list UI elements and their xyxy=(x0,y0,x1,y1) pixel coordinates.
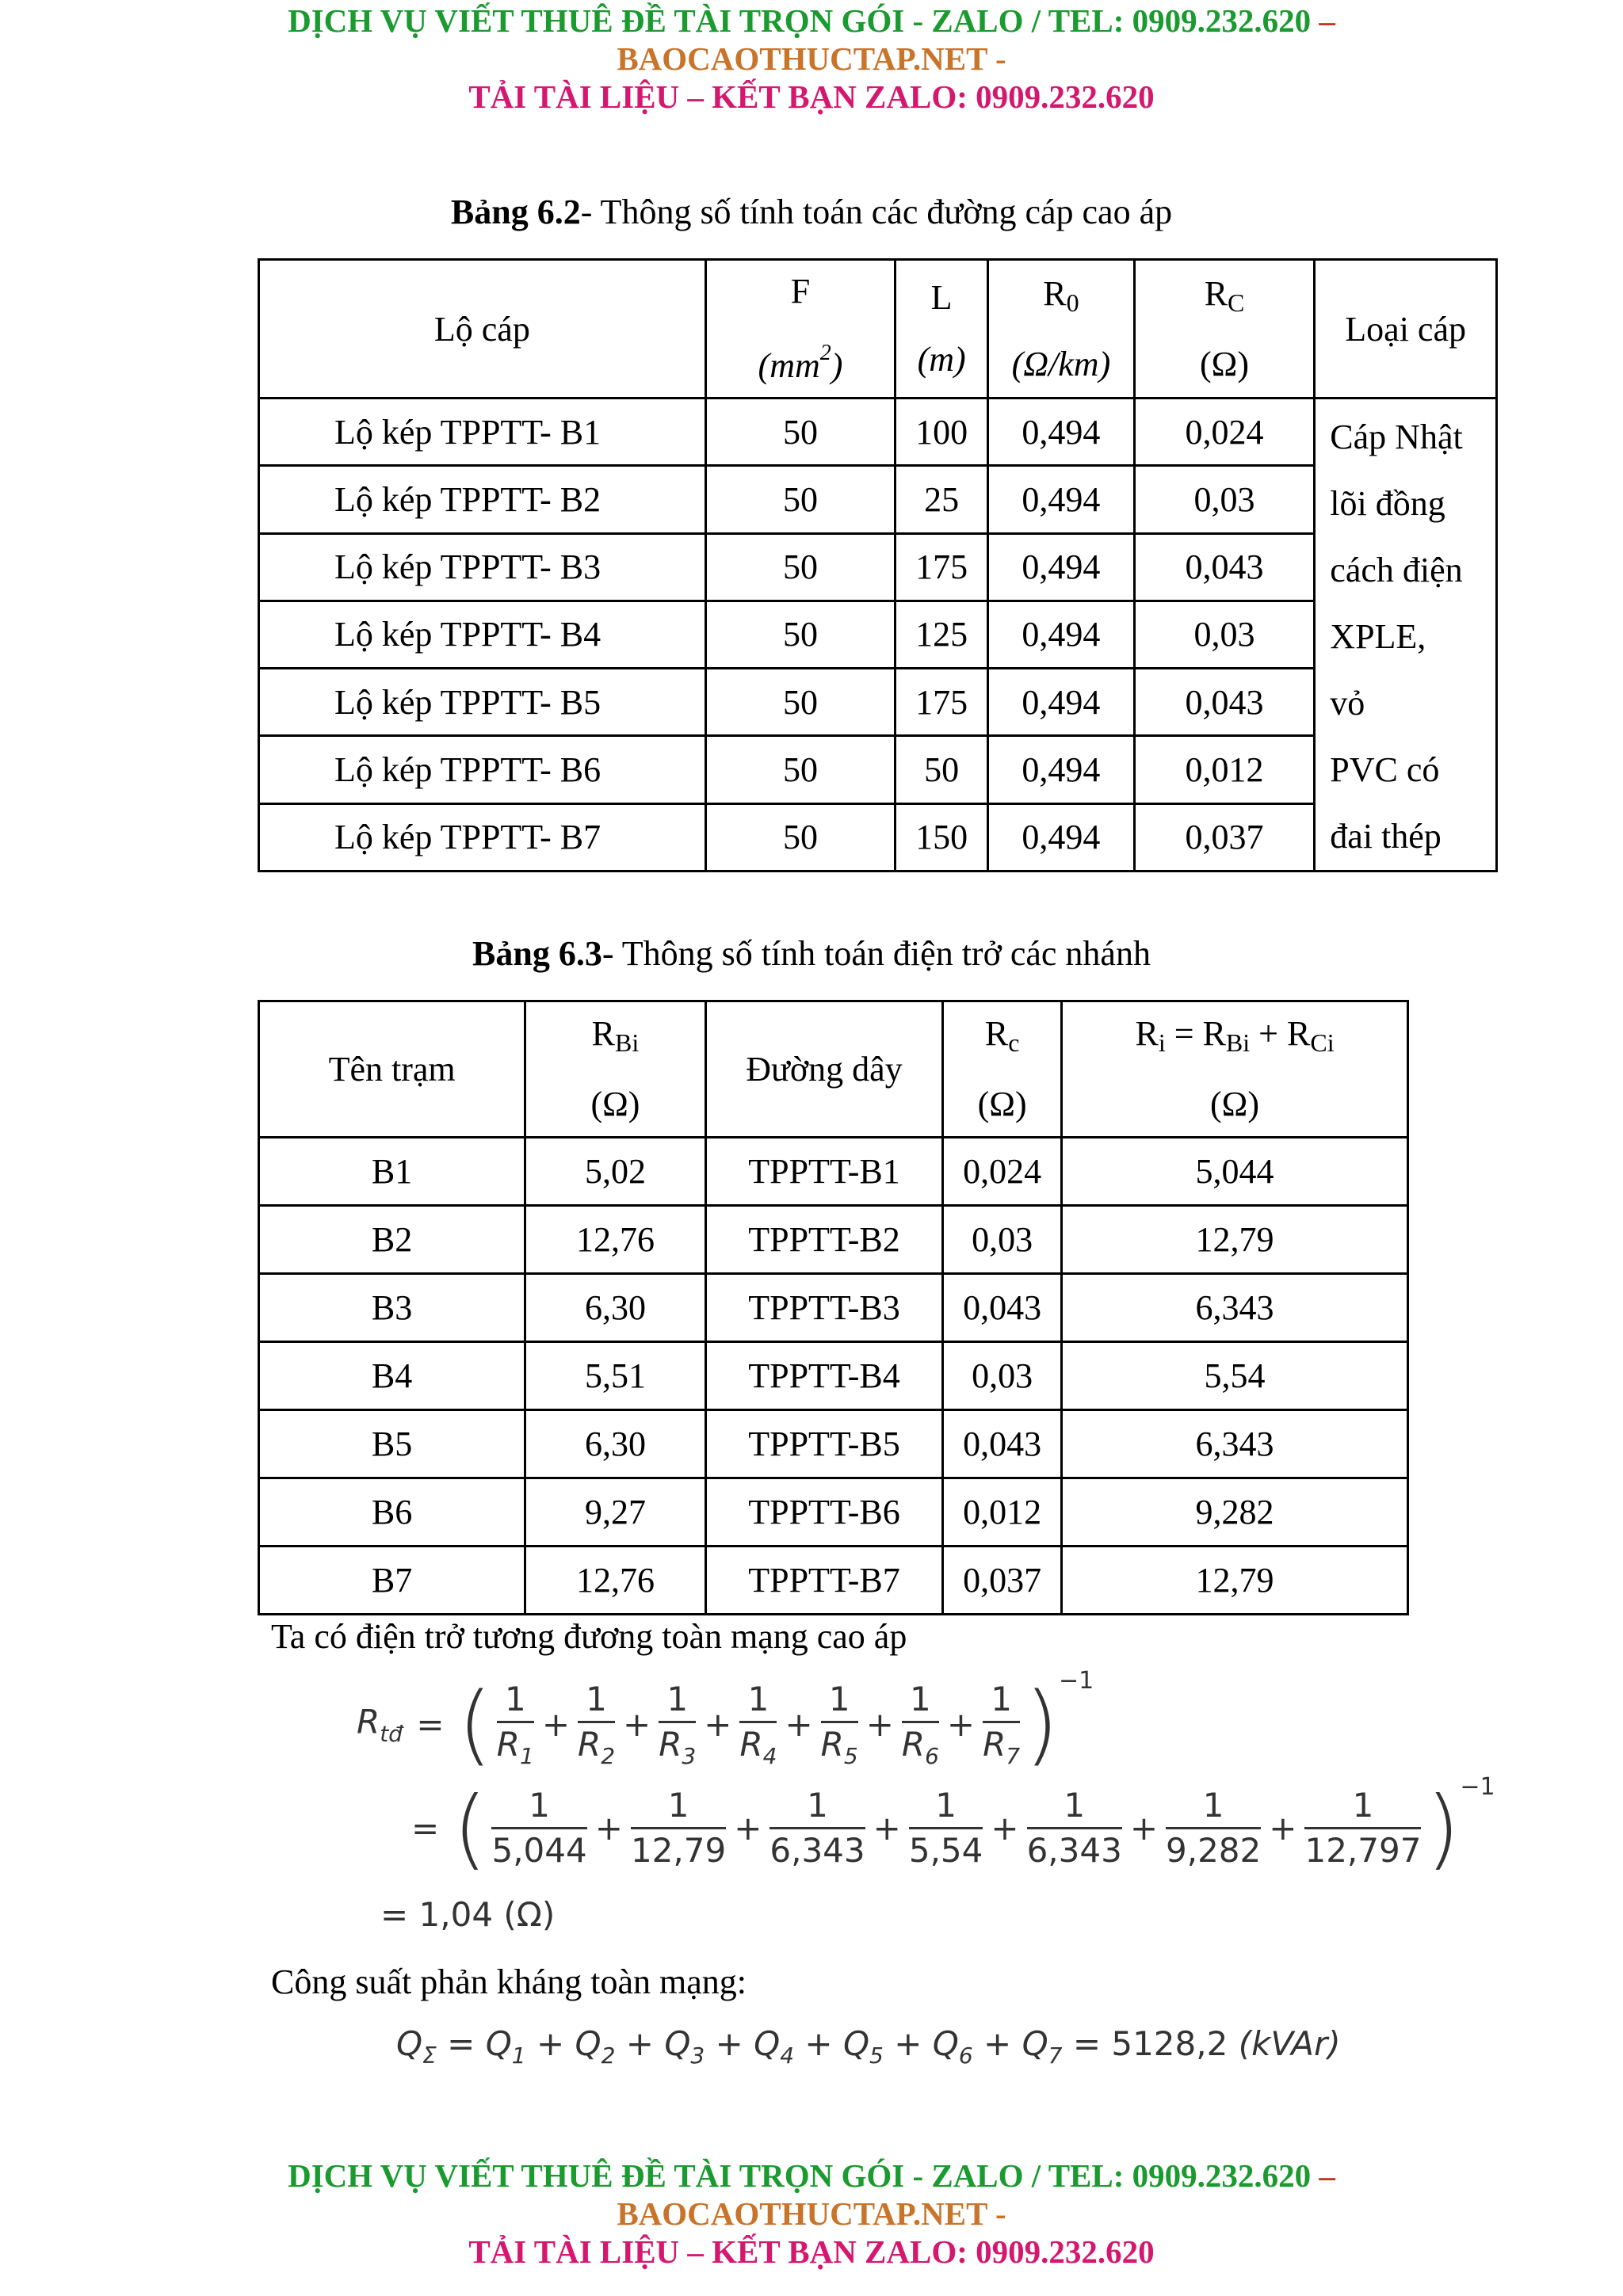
header-banner xyxy=(0,2,1623,116)
cell-rbi: 5,51 xyxy=(525,1342,706,1410)
cell-rc: 0,03 xyxy=(943,1206,1062,1274)
banner-line-website[interactable]: BAOCAOTHUCTAP.NET - xyxy=(617,2195,1006,2232)
table-6-2-caption: Bảng 6.2- Thông số tính toán các đường cáp cao áp xyxy=(450,193,1173,231)
header-rbi: $R_{Bi}$ (Ω) xyxy=(525,1001,706,1138)
table-row xyxy=(259,736,1497,803)
cell-rc: 0,03 xyxy=(1134,466,1315,533)
cell-f: 50 xyxy=(705,736,895,803)
cell-rbi: 9,27 xyxy=(525,1478,706,1547)
cell-tram: B2 xyxy=(259,1206,525,1274)
cell-rbi: 12,76 xyxy=(525,1547,706,1615)
reactive-power-text: Công suất phản kháng toàn mạng: xyxy=(271,1962,747,2001)
header-ten-tram: Tên trạm xyxy=(259,1001,525,1138)
cell-lo: Lộ kép TPPTT- B2 xyxy=(259,466,706,533)
table-row xyxy=(259,1138,1408,1206)
header-ri: $R_i = R_{Bi} + R_{Ci}$ (Ω) xyxy=(1062,1001,1408,1138)
table-header-row xyxy=(259,260,1497,399)
cell-rbi: 6,30 xyxy=(525,1274,706,1342)
table-row xyxy=(259,1410,1408,1478)
equivalent-resistance-text: Ta có điện trở tương đương toàn mạng cao áp xyxy=(271,1617,907,1656)
header-length: L (m) xyxy=(896,260,988,399)
cell-ro: 0,494 xyxy=(988,399,1135,466)
cell-l: 175 xyxy=(896,669,988,736)
cell-l: 50 xyxy=(896,736,988,803)
table-row xyxy=(259,803,1497,871)
cell-lo: Lộ kép TPPTT- B1 xyxy=(259,399,706,466)
cell-line: TPPTT-B7 xyxy=(705,1547,942,1615)
cell-l: 100 xyxy=(896,399,988,466)
cell-rc: 0,024 xyxy=(943,1138,1062,1206)
cell-rbi: 6,30 xyxy=(525,1410,706,1478)
cell-rc: 0,012 xyxy=(943,1478,1062,1547)
cell-rc: 0,043 xyxy=(1134,533,1315,601)
header-cross-section: F $(mm^2)$ xyxy=(705,260,895,399)
banner-line-service: DỊCH VỤ VIẾT THUÊ ĐỀ TÀI TRỌN GÓI - ZALO / TEL: 0909.232.620 – xyxy=(288,2,1335,39)
cell-tram: B4 xyxy=(259,1342,525,1410)
banner-line-website[interactable]: BAOCAOTHUCTAP.NET - xyxy=(617,40,1006,77)
cell-ro: 0,494 xyxy=(988,466,1135,533)
table-row xyxy=(259,1478,1408,1547)
cell-l: 150 xyxy=(896,803,988,871)
header-r0: $R_0$ (Ω/km) xyxy=(988,260,1135,399)
cell-cable-type: Cáp Nhật lõi đồng cách điện XPLE, vỏ PVC có đai thép xyxy=(1315,399,1497,871)
banner-line-service: DỊCH VỤ VIẾT THUÊ ĐỀ TÀI TRỌN GÓI - ZALO / TEL: 0909.232.620 – xyxy=(288,2157,1335,2194)
cell-ro: 0,494 xyxy=(988,533,1135,601)
cell-f: 50 xyxy=(705,533,895,601)
equivalent-resistance-substitution: = ( $\frac{1}{5,044}$ + $\frac{1}{12,79}$ + $\frac{1}{6,343}$ + $\frac{1}{5,54}$ + $\frac{1}{6,343}$ + $\frac{1}{9,282}$ + $\frac{1}{12,797}$ )$^{-1}$ xyxy=(411,1773,1495,1879)
cell-lo: Lộ kép TPPTT- B6 xyxy=(259,736,706,803)
cell-tram: B6 xyxy=(259,1478,525,1547)
table-row xyxy=(259,399,1497,466)
cell-ri: 12,79 xyxy=(1062,1206,1408,1274)
cell-lo: Lộ kép TPPTT- B7 xyxy=(259,803,706,871)
cell-rc: 0,043 xyxy=(943,1410,1062,1478)
cell-ro: 0,494 xyxy=(988,669,1135,736)
cell-l: 175 xyxy=(896,533,988,601)
cell-ri: 5,54 xyxy=(1062,1342,1408,1410)
cell-ri: 9,282 xyxy=(1062,1478,1408,1547)
cell-f: 50 xyxy=(705,601,895,668)
cell-tram: B7 xyxy=(259,1547,525,1615)
banner-line-contact: TẢI TÀI LIỆU – KẾT BẠN ZALO: 0909.232.620 xyxy=(468,2233,1155,2270)
cell-ri: 5,044 xyxy=(1062,1138,1408,1206)
cell-tram: B3 xyxy=(259,1274,525,1342)
header-duong-day: Đường dây xyxy=(705,1001,942,1138)
cell-line: TPPTT-B5 xyxy=(705,1410,942,1478)
cell-line: TPPTT-B2 xyxy=(705,1206,942,1274)
cell-f: 50 xyxy=(705,803,895,871)
cell-line: TPPTT-B1 xyxy=(705,1138,942,1206)
cell-lo: Lộ kép TPPTT- B3 xyxy=(259,533,706,601)
cell-f: 50 xyxy=(705,466,895,533)
table-row xyxy=(259,533,1497,601)
cell-rc: 0,043 xyxy=(943,1274,1062,1342)
cell-ro: 0,494 xyxy=(988,803,1135,871)
cell-rbi: 12,76 xyxy=(525,1206,706,1274)
cell-l: 125 xyxy=(896,601,988,668)
cell-rc: 0,037 xyxy=(1134,803,1315,871)
table-row xyxy=(259,601,1497,668)
cell-rc: 0,03 xyxy=(1134,601,1315,668)
cell-l: 25 xyxy=(896,466,988,533)
table-row xyxy=(259,669,1497,736)
cell-rc: 0,037 xyxy=(943,1547,1062,1615)
table-row xyxy=(259,1274,1408,1342)
cell-lo: Lộ kép TPPTT- B5 xyxy=(259,669,706,736)
footer-banner xyxy=(0,2157,1623,2271)
cell-tram: B5 xyxy=(259,1410,525,1478)
table-6-3-caption: Bảng 6.3- Thông số tính toán điện trở các nhánh xyxy=(472,934,1151,973)
cell-ro: 0,494 xyxy=(988,736,1135,803)
equivalent-resistance-formula: $R_{tđ}$ = ( $\frac{1}{R_1}$ + $\frac{1}{R_2}$ + $\frac{1}{R_3}$ + $\frac{1}{R_4}$ + $\frac{1}{R_5}$ + $\frac{1}{R_6}$ + $\frac{1}{R_7}$ )$^{-1}$ xyxy=(357,1667,1094,1775)
cell-ri: 6,343 xyxy=(1062,1274,1408,1342)
cell-f: 50 xyxy=(705,399,895,466)
cell-rc: 0,03 xyxy=(943,1342,1062,1410)
reactive-power-formula: $Q_\Sigma = Q_1 + Q_2 + Q_3 + Q_4 + Q_5 + Q_6 + Q_7 = 5128,2$ (kVAr) xyxy=(396,2024,1341,2069)
header-rc: $R_c$ (Ω) xyxy=(943,1001,1062,1138)
table-row xyxy=(259,1206,1408,1274)
header-loai-cap: Loại cáp xyxy=(1315,260,1497,399)
table-row xyxy=(259,466,1497,533)
header-lo-cap: Lộ cáp xyxy=(259,260,706,399)
cable-parameters-table xyxy=(258,258,1498,872)
cell-rbi: 5,02 xyxy=(525,1138,706,1206)
cell-rc: 0,024 xyxy=(1134,399,1315,466)
branch-resistance-table xyxy=(258,1000,1409,1615)
cell-tram: B1 xyxy=(259,1138,525,1206)
cell-ri: 12,79 xyxy=(1062,1547,1408,1615)
cell-line: TPPTT-B6 xyxy=(705,1478,942,1547)
header-rc: $R_C$ (Ω) xyxy=(1134,260,1315,399)
table-row xyxy=(259,1547,1408,1615)
cell-ri: 6,343 xyxy=(1062,1410,1408,1478)
equivalent-resistance-result: = 1,04 (Ω) xyxy=(380,1895,556,1934)
cell-lo: Lộ kép TPPTT- B4 xyxy=(259,601,706,668)
banner-line-contact: TẢI TÀI LIỆU – KẾT BẠN ZALO: 0909.232.620 xyxy=(468,78,1155,115)
cell-f: 50 xyxy=(705,669,895,736)
table-header-row xyxy=(259,1001,1408,1138)
cell-line: TPPTT-B4 xyxy=(705,1342,942,1410)
cell-ro: 0,494 xyxy=(988,601,1135,668)
cell-rc: 0,012 xyxy=(1134,736,1315,803)
table-row xyxy=(259,1342,1408,1410)
cell-rc: 0,043 xyxy=(1134,669,1315,736)
cell-line: TPPTT-B3 xyxy=(705,1274,942,1342)
